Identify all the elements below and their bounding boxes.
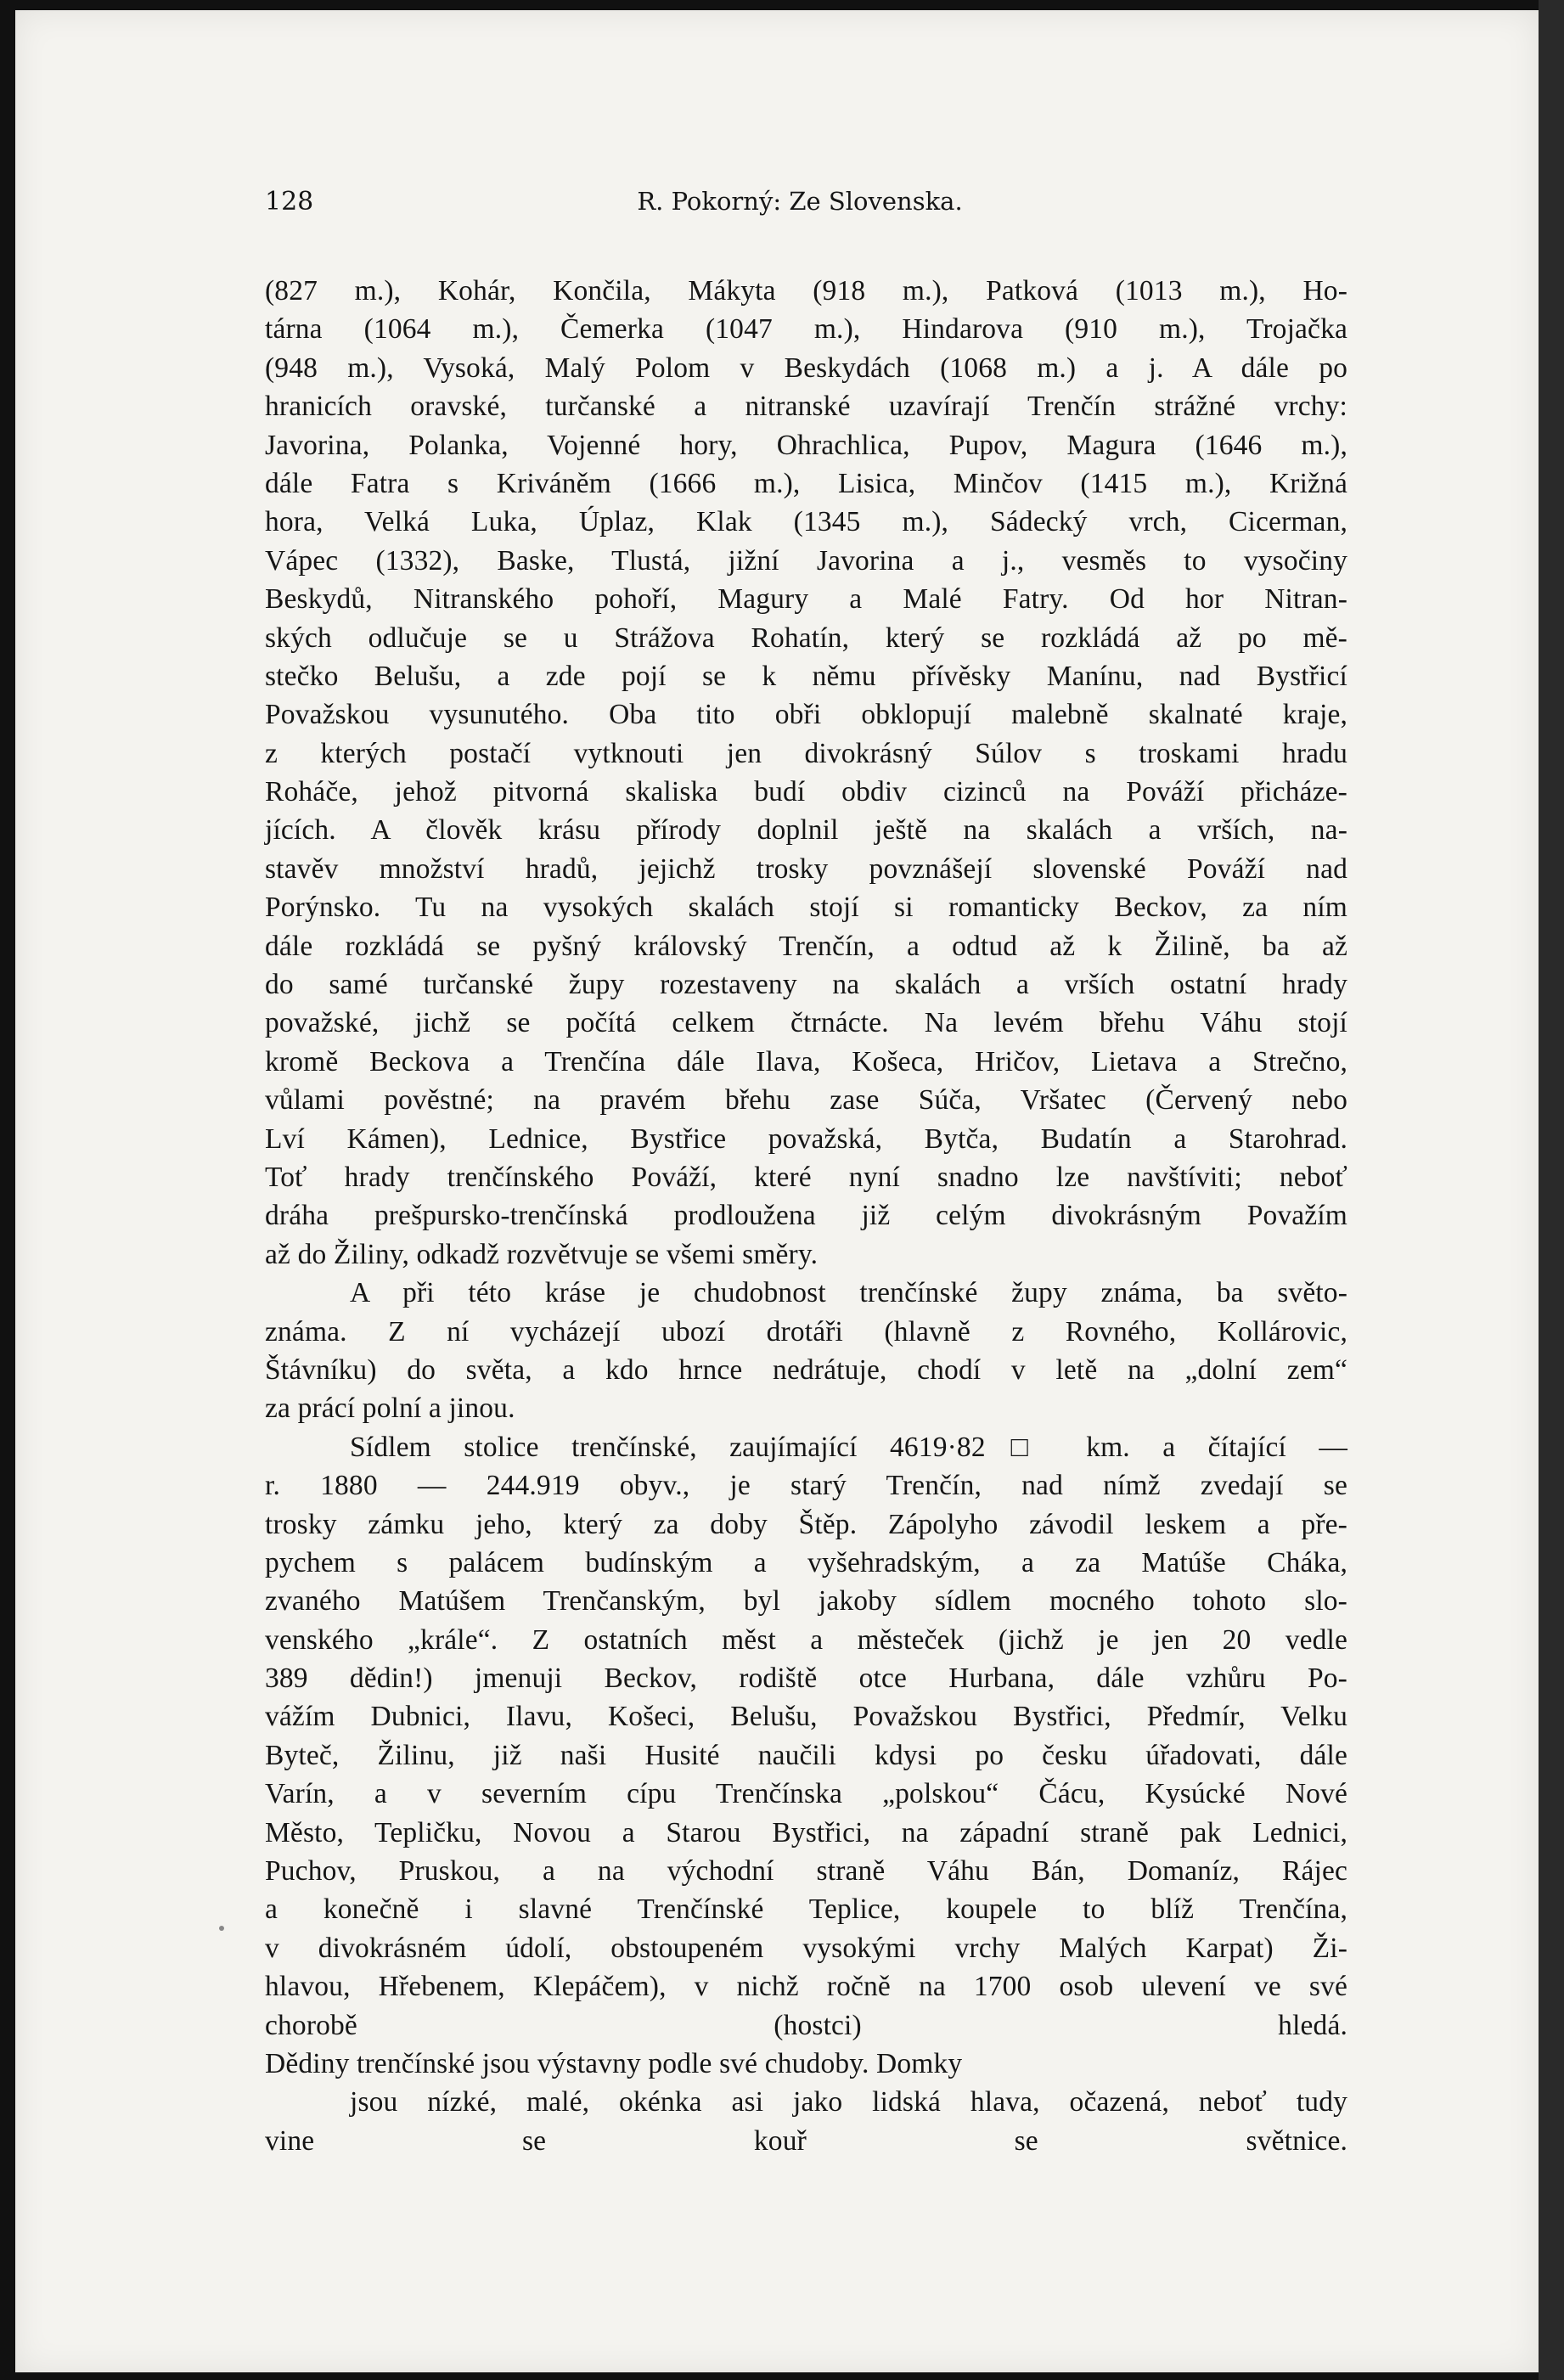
text-line: dále rozkládá se pyšný královský Trenčín, a odtud až k Žilině, ba až: [265, 930, 1347, 962]
text-line: Lví Kámen), Lednice, Bystřice považská, Bytča, Budatín a Starohrad.: [265, 1122, 1347, 1155]
text-line: Vápec (1332), Baske, Tlustá, jižní Javorina a j., vesměs to vysočiny: [265, 544, 1347, 577]
text-line: známa. Z ní vycházejí ubozí drotáři (hlavně z Rovného, Kollárovic,: [265, 1315, 1347, 1348]
text-line: stavěv množství hradů, jejichž trosky povznášejí slovenské Pováží nad: [265, 852, 1347, 885]
text-line: ských odlučuje se u Strážova Rohatín, který se rozkládá až po mě-: [265, 622, 1347, 654]
text-line: 389 dědin!) jmenuji Beckov, rodiště otce Hurbana, dále vzhůru Po-: [265, 1663, 1347, 1695]
text-line: Puchov, Pruskou, a na východní straně Váhu Bán, Domaníz, Rájec: [265, 1855, 1347, 1888]
text-line: hora, Velká Luka, Úplaz, Klak (1345 m.), Sádecký vrch, Cicerman,: [265, 506, 1347, 538]
text-line: chorobě (hostci) hledá.: [265, 2009, 1347, 2041]
margin-mark: [219, 1926, 224, 1931]
paragraph-end-line: Dědiny trenčínské jsou výstavny podle své chudoby. Domky: [265, 2047, 963, 2079]
scanner-edge: [1539, 0, 1564, 2380]
text-line: Považskou vysunutého. Oba tito obři obklopují malebně skalnaté kraje,: [265, 699, 1347, 731]
text-line: dráha prešpursko-trenčínská prodloužena již celým divokrásným Považím: [265, 1200, 1347, 1232]
text-line: hlavou, Hřebenem, Klepáčem), v nichž ročně na 1700 osob ulevení ve své: [265, 1971, 1347, 2003]
paragraph-start-line: Sídlem stolice trenčínské, zaujímající 4619·82□ km. a čítající —: [350, 1431, 1347, 1463]
body-text: [265, 272, 1347, 2199]
text-line: vine se kouř se světnice.: [265, 2124, 1347, 2157]
running-head: R. Pokorný: Ze Slovenska.: [637, 187, 963, 216]
text-line: trosky zámku jeho, který za doby Štěp. Zápolyho závodil leskem a pře-: [265, 1508, 1347, 1540]
text-line: Město, Tepličku, Novou a Starou Bystřici, na západní straně pak Lednici,: [265, 1816, 1347, 1848]
page-header: [265, 187, 1352, 229]
text-line: Javorina, Polanka, Vojenné hory, Ohrachlica, Pupov, Magura (1646 m.),: [265, 429, 1347, 461]
text-line: v divokrásném údolí, obstoupeném vysokými vrchy Malých Karpat) Ži-: [265, 1932, 1347, 1964]
text-line: jících. A člověk krásu přírody doplnil ještě na skalách a vrších, na-: [265, 814, 1347, 847]
text-line: Porýnsko. Tu na vysokých skalách stojí si romanticky Beckov, za ním: [265, 892, 1347, 924]
text-line: Štávníku) do světa, a kdo hrnce nedrátuje, chodí v letě na „dolní zem“: [265, 1353, 1347, 1386]
paragraph-end-line: [265, 2160, 1347, 2198]
text-line: a konečně i slavné Trenčínské Teplice, koupele to blíž Trenčína,: [265, 1893, 1347, 1926]
text-line: Toť hrady trenčínského Pováží, které nyní snadno lze navštíviti; neboť: [265, 1161, 1347, 1193]
text-line: hranicích oravské, turčanské a nitranské uzavírají Trenčín strážné vrchy:: [265, 391, 1347, 423]
text-line: kromě Beckova a Trenčína dále Ilava, Košeca, Hričov, Lietava a Strečno,: [265, 1045, 1347, 1077]
text-line: Roháče, jehož pitvorná skaliska budí obdiv cizinců na Pováží přicháze-: [265, 776, 1347, 808]
text-line: venského „krále“. Z ostatních měst a městeček (jichž je jen 20 vedle: [265, 1623, 1347, 1656]
text-line: Varín, a v severním cípu Trenčínska „polskou“ Čácu, Kysúcké Nové: [265, 1778, 1347, 1810]
text-line: z kterých postačí vytknouti jen divokrásný Súlov s troskami hradu: [265, 737, 1347, 769]
text-line: pychem s palácem budínským a vyšehradským, a za Matúše Cháka,: [265, 1546, 1347, 1578]
text-line: Byteč, Žilinu, již naši Husité naučili kdysi po česku úřadovati, dále: [265, 1739, 1347, 1771]
text-line: do samé turčanské župy rozestaveny na skalách a vrších ostatní hrady: [265, 969, 1347, 1001]
paragraph-start-line: A při této kráse je chudobnost trenčínské župy známa, ba světo-: [350, 1277, 1347, 1309]
page-number: 128: [265, 187, 314, 217]
text-line: r. 1880 — 244.919 obyv., je starý Trenčín, nad nímž zvedají se: [265, 1470, 1347, 1502]
paragraph-end-line: za prácí polní a jinou.: [265, 1393, 515, 1425]
paragraph-end-line: až do Žiliny, odkadž rozvětvuje se všemi směry.: [265, 1238, 819, 1270]
text-line: tárna (1064 m.), Čemerka (1047 m.), Hindarova (910 m.), Trojačka: [265, 313, 1347, 346]
text-line: vůlami pověstné; na pravém břehu zase Súča, Vršatec (Červený nebo: [265, 1084, 1347, 1117]
text-line: (948 m.), Vysoká, Malý Polom v Beskydách (1068 m.) a j. A dále po: [265, 352, 1347, 384]
text-line: dále Fatra s Kriváněm (1666 m.), Lisica, Minčov (1415 m.), Križná: [265, 467, 1347, 499]
text-line: Beskydů, Nitranského pohoří, Magury a Malé Fatry. Od hor Nitran-: [265, 583, 1347, 616]
text-line: vážím Dubnici, Ilavu, Košeci, Belušu, Považskou Bystřici, Předmír, Velku: [265, 1701, 1347, 1733]
text-line: považské, jichž se počítá celkem čtrnácte. Na levém břehu Váhu stojí: [265, 1007, 1347, 1039]
paragraph-start-line: jsou nízké, malé, okénka asi jako lidská hlava, očazená, neboť tudy: [350, 2086, 1347, 2118]
text-line: zvaného Matúšem Trenčanským, byl jakoby sídlem mocného tohoto slo-: [265, 1585, 1347, 1618]
text-line: (827 m.), Kohár, Končila, Mákyta (918 m.), Patková (1013 m.), Ho-: [265, 275, 1347, 307]
text-line: stečko Belušu, a zde pojí se k němu přívěsky Manínu, nad Bystřicí: [265, 660, 1347, 692]
